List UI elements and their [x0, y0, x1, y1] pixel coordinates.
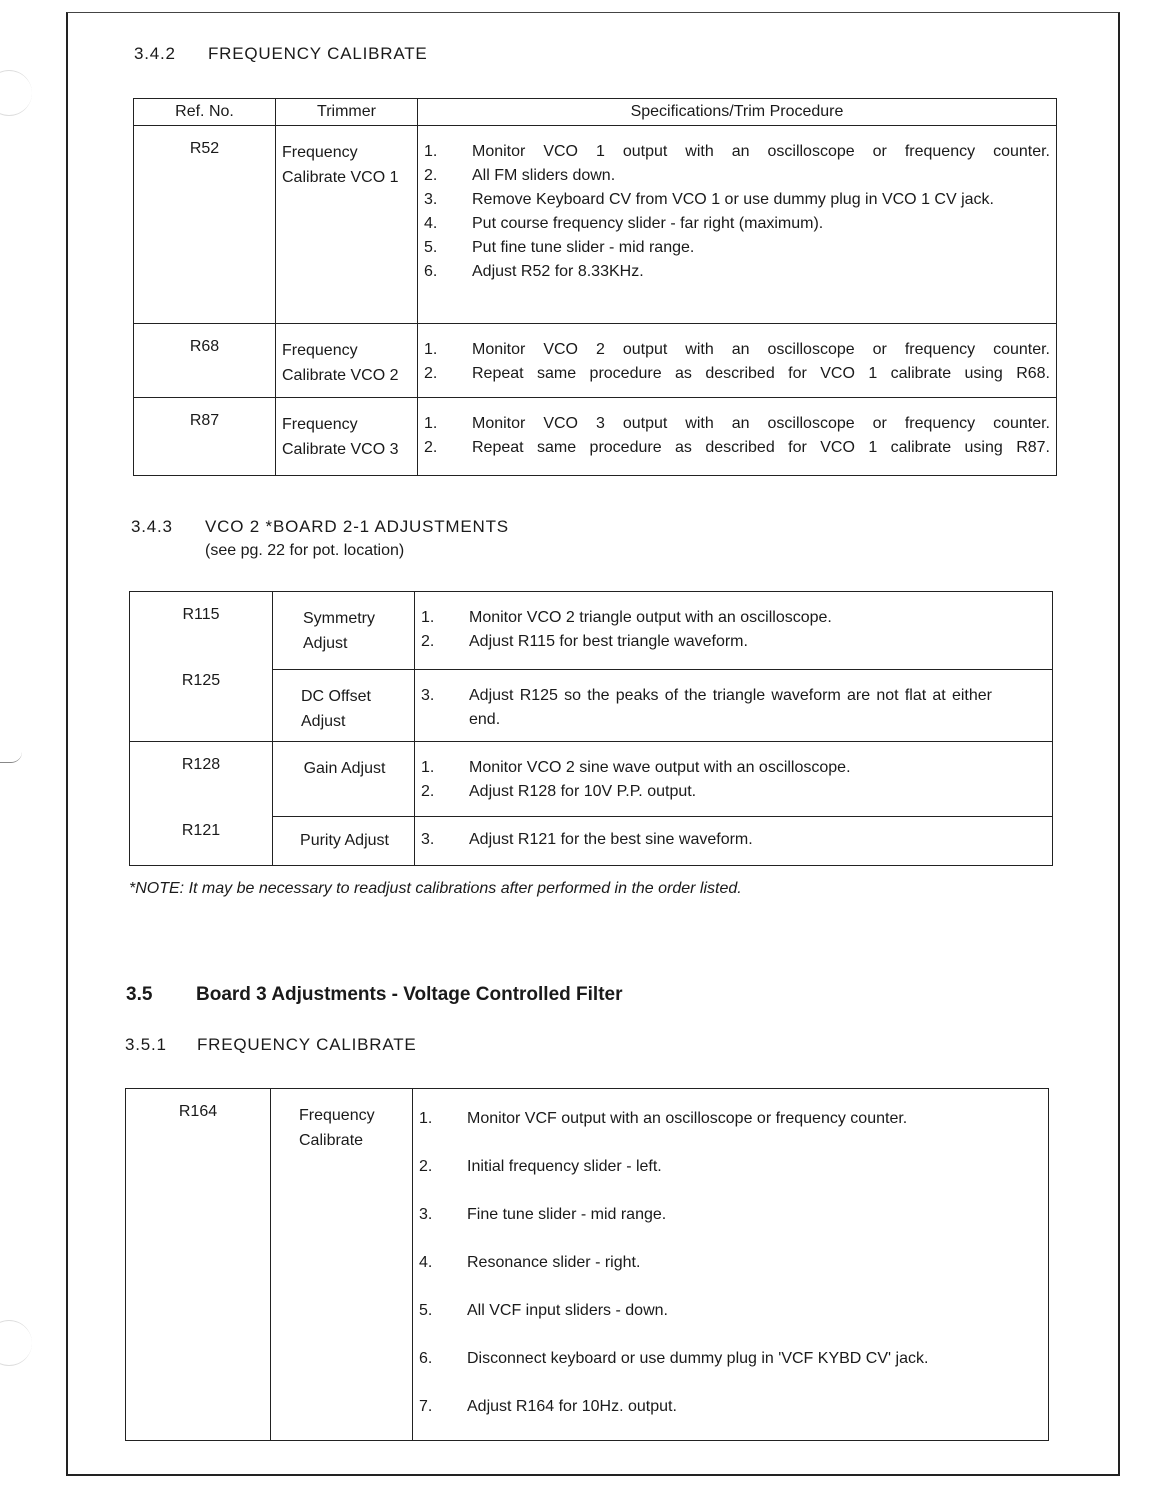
trimmer-line: Calibrate VCO 2 — [282, 367, 399, 384]
trimmer-line: Frequency — [299, 1107, 375, 1124]
procedure-step: 2. Repeat same procedure as described for VCO 1 calibrate using R68. — [424, 365, 1050, 382]
procedure-step: 5. All VCF input sliders - down. — [419, 1302, 668, 1319]
procedure-step: 1. Monitor VCO 2 sine wave output with an oscilloscope. — [421, 759, 851, 776]
section-3-4-2-heading — [134, 44, 428, 64]
ref-cell: R87 — [134, 398, 276, 476]
section-number: 3.4.3 — [131, 517, 173, 536]
procedure-step: 3. Adjust R121 for the best sine waveform. — [421, 831, 753, 848]
table-row — [134, 398, 1057, 476]
trimmer-line: Adjust — [303, 635, 348, 652]
table-header-row — [134, 99, 1057, 126]
vco2-adjustments-table — [129, 591, 1053, 866]
col-header-ref: Ref. No. — [134, 99, 276, 126]
trimmer-line: Calibrate VCO 3 — [282, 441, 399, 458]
trimmer-line: Adjust — [301, 713, 346, 730]
calibration-note: *NOTE: It may be necessary to readjust calibrations after performed in the order listed. — [129, 880, 742, 897]
ref-label: R125 — [181, 672, 221, 689]
table-row — [130, 742, 1053, 817]
procedure-step: 1. Monitor VCF output with an oscilloscope or frequency counter. — [419, 1110, 908, 1127]
pot-location-note: (see pg. 22 for pot. location) — [205, 542, 405, 559]
procedure-step: 2. Adjust R128 for 10V P.P. output. — [421, 783, 697, 800]
frequency-calibrate-table — [133, 98, 1057, 476]
trimmer-line: DC Offset — [301, 688, 371, 705]
trimmer-cell — [276, 324, 418, 398]
procedure-step: 6. Adjust R52 for 8.33KHz. — [424, 263, 644, 280]
trimmer-cell — [273, 742, 415, 817]
trimmer-cell — [273, 670, 415, 742]
trimmer-cell — [276, 398, 418, 476]
procedure-step: 3. Fine tune slider - mid range. — [419, 1206, 667, 1223]
procedure-step: 3. Adjust R125 so the peaks of the triangle waveform are not flat at either end. — [421, 687, 992, 728]
section-3-5-1-heading — [125, 1035, 417, 1055]
trimmer-cell — [271, 1089, 413, 1441]
procedure-cell — [415, 592, 1053, 670]
ref-cell: R52 — [134, 126, 276, 324]
trimmer-cell — [276, 126, 418, 324]
trimmer-line: Calibrate VCO 1 — [282, 169, 399, 186]
col-header-procedure: Specifications/Trim Procedure — [418, 99, 1057, 126]
section-3-5-heading — [126, 984, 622, 1006]
trimmer-line: Frequency — [282, 416, 358, 433]
trimmer-line: Calibrate — [299, 1132, 364, 1149]
section-number: 3.4.2 — [134, 44, 176, 63]
section-3-4-3-heading — [131, 517, 509, 537]
table-row — [130, 592, 1053, 670]
procedure-step: 7. Adjust R164 for 10Hz. output. — [419, 1398, 677, 1415]
procedure-step: 2. Initial frequency slider - left. — [419, 1158, 662, 1175]
procedure-step: 3. Remove Keyboard CV from VCO 1 or use dummy plug in VCO 1 CV jack. — [424, 191, 994, 208]
procedure-cell — [415, 670, 1053, 742]
procedure-step: 1. Monitor VCO 1 output with an oscilloscope or frequency counter. — [424, 143, 1050, 160]
vcf-frequency-calibrate-table — [125, 1088, 1049, 1441]
trimmer-cell — [273, 817, 415, 866]
procedure-cell — [415, 817, 1053, 866]
trimmer-line: Frequency — [282, 144, 358, 161]
procedure-step: 5. Put fine tune slider - mid range. — [424, 239, 695, 256]
table-row — [126, 1089, 1049, 1441]
binder-hole-bottom — [0, 1320, 32, 1366]
ref-cell — [130, 592, 273, 742]
procedure-cell — [418, 398, 1057, 476]
trimmer-line: Symmetry — [303, 610, 375, 627]
procedure-step: 6. Disconnect keyboard or use dummy plug in 'VCF KYBD CV' jack. — [419, 1350, 929, 1367]
binder-hole-mark — [0, 752, 22, 763]
procedure-step: 1. Monitor VCO 2 triangle output with an oscilloscope. — [421, 609, 832, 626]
table-row — [134, 324, 1057, 398]
procedure-cell — [418, 126, 1057, 324]
ref-cell — [130, 742, 273, 866]
table-row — [134, 126, 1057, 324]
section-number: 3.5.1 — [125, 1035, 167, 1054]
section-title: FREQUENCY CALIBRATE — [208, 44, 428, 63]
section-title: Board 3 Adjustments - Voltage Controlled Filter — [196, 984, 623, 1005]
binder-hole-top — [0, 70, 32, 116]
procedure-step: 2. Adjust R115 for best triangle waveform. — [421, 633, 748, 650]
procedure-step: 4. Put course frequency slider - far right (maximum). — [424, 215, 824, 232]
procedure-cell — [413, 1089, 1049, 1441]
trimmer-line: Purity Adjust — [300, 832, 389, 849]
procedure-step: 2. Repeat same procedure as described for VCO 1 calibrate using R87. — [424, 439, 1050, 456]
section-title: VCO 2 *BOARD 2-1 ADJUSTMENTS — [205, 517, 509, 536]
procedure-step: 2. All FM sliders down. — [424, 167, 616, 184]
procedure-cell — [418, 324, 1057, 398]
ref-label: R115 — [182, 606, 220, 623]
col-header-trimmer: Trimmer — [276, 99, 418, 126]
ref-label: R128 — [181, 756, 221, 773]
procedure-step: 4. Resonance slider - right. — [419, 1254, 641, 1271]
trimmer-cell — [273, 592, 415, 670]
section-title: FREQUENCY CALIBRATE — [197, 1035, 417, 1054]
ref-cell: R68 — [134, 324, 276, 398]
ref-label: R121 — [181, 822, 221, 839]
procedure-step: 1. Monitor VCO 2 output with an oscilloscope or frequency counter. — [424, 341, 1050, 358]
trimmer-line: Frequency — [282, 342, 358, 359]
trimmer-line: Gain Adjust — [303, 760, 386, 777]
ref-cell: R164 — [126, 1089, 271, 1441]
procedure-step: 1. Monitor VCO 3 output with an oscilloscope or frequency counter. — [424, 415, 1050, 432]
procedure-cell — [415, 742, 1053, 817]
section-number: 3.5 — [126, 984, 153, 1005]
